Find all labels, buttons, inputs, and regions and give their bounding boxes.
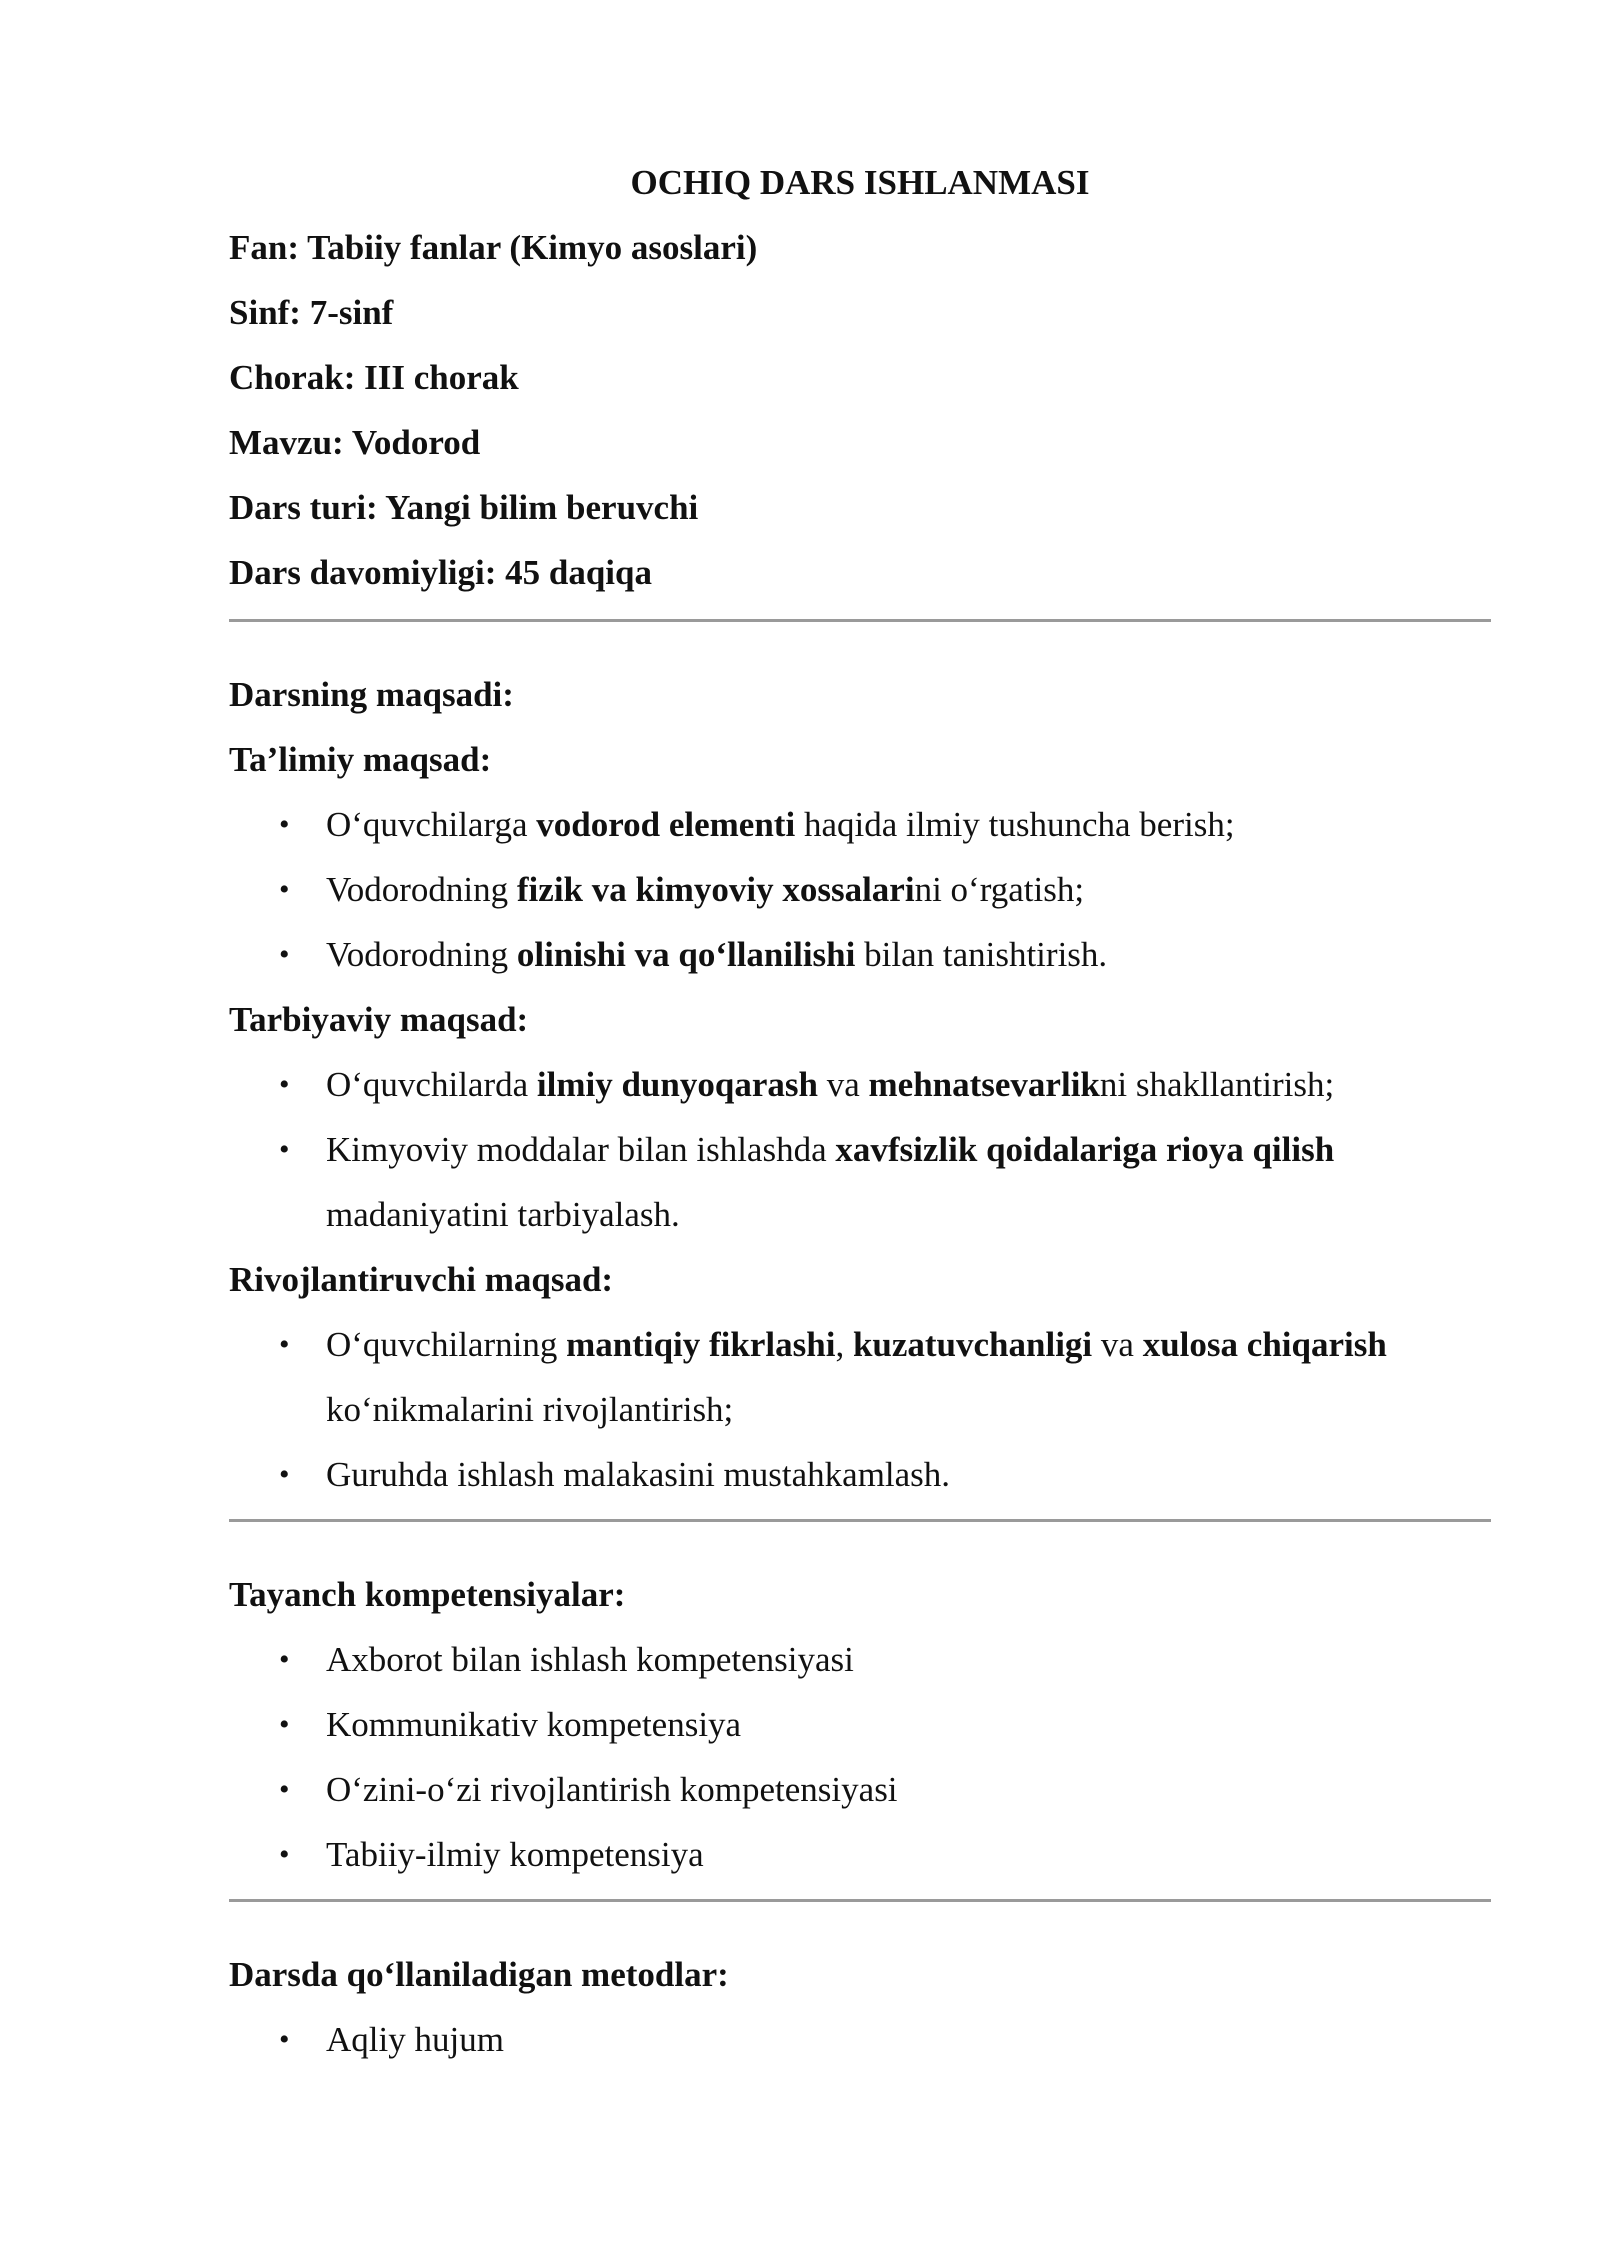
upbringing-goal-list <box>229 1052 1491 1247</box>
section-divider <box>229 1899 1491 1902</box>
methods-list <box>229 2007 1491 2072</box>
list-item: • O‘quvchilarda ilmiy dunyoqarash va mehnatsevarlikni shakllantirish; <box>229 1052 1491 1117</box>
competencies-list <box>229 1627 1491 1887</box>
list-item: • Aqliy hujum <box>229 2007 1491 2072</box>
bullet-icon: • <box>279 1458 290 1491</box>
info-duration: Dars davomiyligi: 45 daqiqa <box>229 553 652 592</box>
list-item: • Guruhda ishlash malakasini mustahkamlash. <box>229 1442 1491 1507</box>
info-lesson-type: Dars turi: Yangi bilim beruvchi <box>229 488 699 527</box>
bullet-icon: • <box>279 1838 290 1871</box>
educational-goal-list <box>229 792 1491 987</box>
upbringing-goal-heading: Tarbiyaviy maqsad: <box>229 1000 529 1039</box>
document-page <box>229 150 1491 2072</box>
info-subject: Fan: Tabiiy fanlar (Kimyo asoslari) <box>229 228 758 267</box>
section-divider <box>229 1519 1491 1522</box>
info-grade: Sinf: 7-sinf <box>229 293 394 332</box>
methods-heading: Darsda qo‘llaniladigan metodlar: <box>229 1955 729 1994</box>
info-topic: Mavzu: Vodorod <box>229 423 481 462</box>
bullet-icon: • <box>279 873 290 906</box>
educational-goal-heading: Ta’limiy maqsad: <box>229 740 492 779</box>
list-item: • Tabiiy-ilmiy kompetensiya <box>229 1822 1491 1887</box>
bullet-icon: • <box>279 1773 290 1806</box>
list-item: • Vodorodning fizik va kimyoviy xossalarini o‘rgatish; <box>229 857 1491 922</box>
bullet-icon: • <box>279 938 290 971</box>
list-item: • Axborot bilan ishlash kompetensiyasi <box>229 1627 1491 1692</box>
bullet-icon: • <box>279 1643 290 1676</box>
developmental-goal-heading: Rivojlantiruvchi maqsad: <box>229 1260 614 1299</box>
competencies-heading: Tayanch kompetensiyalar: <box>229 1575 626 1614</box>
bullet-icon: • <box>279 2023 290 2056</box>
list-item: • Vodorodning olinishi va qo‘llanilishi bilan tanishtirish. <box>229 922 1491 987</box>
bullet-icon: • <box>279 1328 290 1361</box>
list-item: • O‘quvchilarga vodorod elementi haqida ilmiy tushuncha berish; <box>229 792 1491 857</box>
document-title: OCHIQ DARS ISHLANMASI <box>630 163 1090 202</box>
bullet-icon: • <box>279 1068 290 1101</box>
section-divider <box>229 619 1491 622</box>
developmental-goal-list <box>229 1312 1491 1507</box>
info-quarter: Chorak: III chorak <box>229 358 519 397</box>
bullet-icon: • <box>279 808 290 841</box>
list-item: • Kommunikativ kompetensiya <box>229 1692 1491 1757</box>
list-item: • Kimyoviy moddalar bilan ishlashda xavfsizlik qoidalariga rioya qilish madaniyatini tarbiyalash. <box>229 1117 1491 1247</box>
bullet-icon: • <box>279 1133 290 1166</box>
list-item: • O‘quvchilarning mantiqiy fikrlashi, kuzatuvchanligi va xulosa chiqarish ko‘nikmalarini rivojlantirish; <box>229 1312 1491 1442</box>
goals-heading: Darsning maqsadi: <box>229 675 514 714</box>
bullet-icon: • <box>279 1708 290 1741</box>
list-item: • O‘zini-o‘zi rivojlantirish kompetensiyasi <box>229 1757 1491 1822</box>
